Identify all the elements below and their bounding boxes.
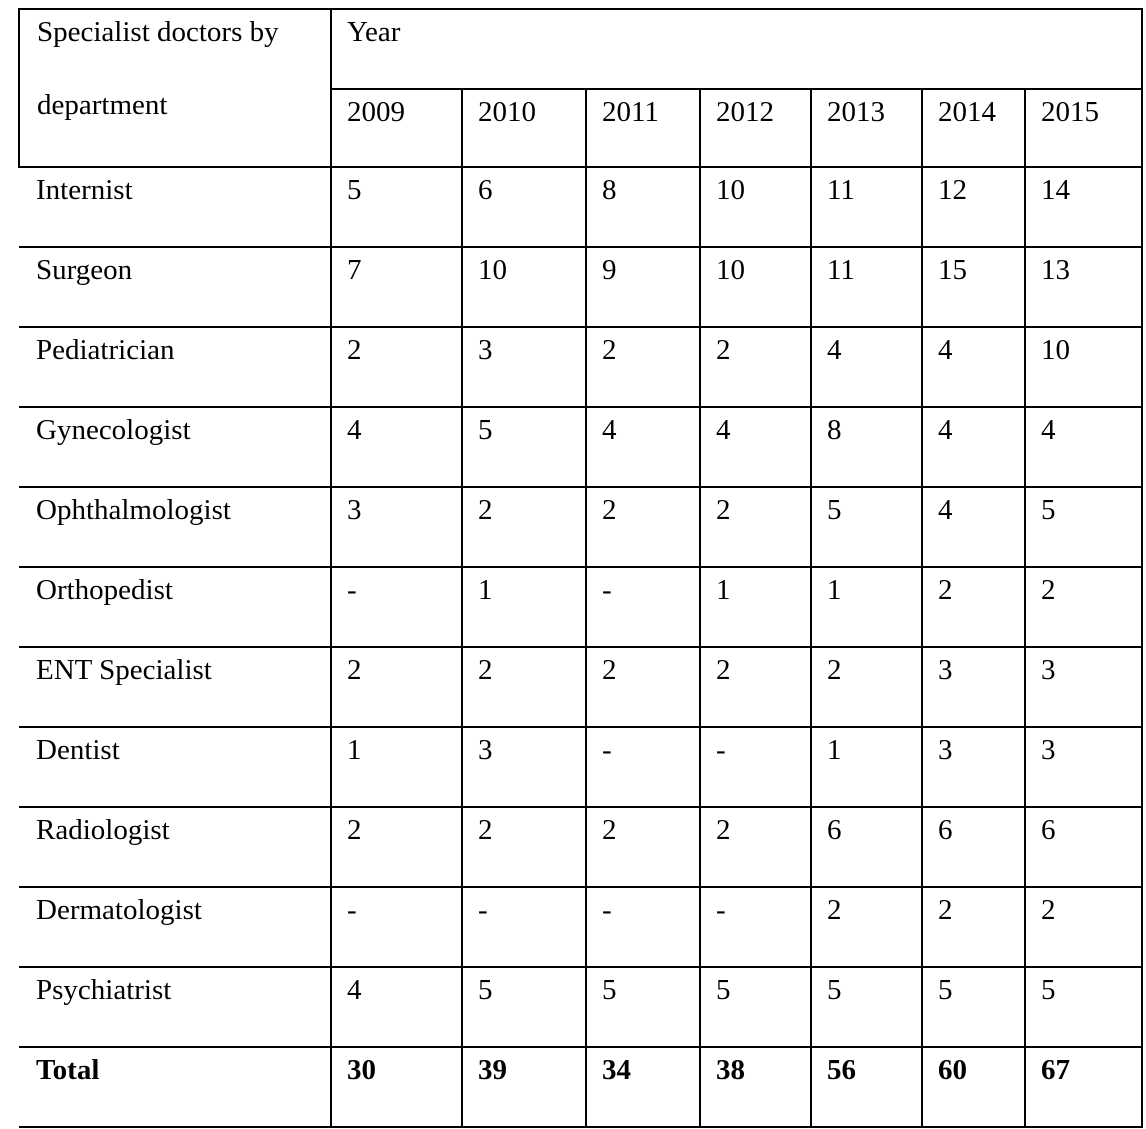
row-label: Surgeon: [19, 247, 331, 327]
table-cell: -: [331, 567, 462, 647]
table-cell: 5: [922, 967, 1025, 1047]
table-cell: 6: [811, 807, 922, 887]
table-cell: 60: [922, 1047, 1025, 1127]
row-label: Dentist: [19, 727, 331, 807]
table-row: [19, 967, 1142, 1047]
year-header-4: 2013: [811, 89, 922, 167]
year-header-1: 2010: [462, 89, 586, 167]
header-year: Year: [331, 9, 1142, 89]
table-cell: 5: [811, 967, 922, 1047]
specialist-doctors-table: [18, 8, 1143, 1128]
table-cell: 2: [700, 647, 811, 727]
table-cell: 38: [700, 1047, 811, 1127]
table-cell: 3: [331, 487, 462, 567]
table-cell: 2: [586, 647, 700, 727]
table-cell: 9: [586, 247, 700, 327]
table-cell: 2: [811, 647, 922, 727]
table-cell: 5: [811, 487, 922, 567]
table-cell: 5: [1025, 967, 1142, 1047]
table-cell: 4: [700, 407, 811, 487]
table-row: [19, 727, 1142, 807]
table-cell: 3: [922, 647, 1025, 727]
table-cell: 5: [462, 407, 586, 487]
table-cell: 34: [586, 1047, 700, 1127]
table-cell: -: [586, 567, 700, 647]
row-label: Ophthalmologist: [19, 487, 331, 567]
table-cell: 14: [1025, 167, 1142, 247]
table-cell: 4: [922, 327, 1025, 407]
table-cell: 3: [922, 727, 1025, 807]
table-cell: 15: [922, 247, 1025, 327]
table-cell: 4: [922, 407, 1025, 487]
table-cell: 4: [586, 407, 700, 487]
table-cell: 2: [462, 647, 586, 727]
table-cell: 2: [1025, 567, 1142, 647]
table-cell: 3: [462, 327, 586, 407]
table-row: [19, 247, 1142, 327]
table-cell: 8: [586, 167, 700, 247]
table-cell: 2: [462, 487, 586, 567]
table-cell: 5: [700, 967, 811, 1047]
table-cell: 39: [462, 1047, 586, 1127]
table-cell: 2: [922, 887, 1025, 967]
table-cell: 4: [331, 407, 462, 487]
table-cell: -: [586, 887, 700, 967]
table-cell: 3: [462, 727, 586, 807]
table-cell: 2: [700, 807, 811, 887]
table-cell: -: [331, 887, 462, 967]
table-cell: -: [700, 887, 811, 967]
table-cell: 5: [1025, 487, 1142, 567]
table-row: [19, 807, 1142, 887]
table-cell: 1: [462, 567, 586, 647]
year-header-3: 2012: [700, 89, 811, 167]
table-cell: 2: [700, 487, 811, 567]
table-cell: 2: [586, 807, 700, 887]
table-cell: 8: [811, 407, 922, 487]
table-cell: 4: [811, 327, 922, 407]
table-cell: 1: [811, 567, 922, 647]
header-row-year: [19, 9, 1142, 89]
header-department-label: [19, 9, 331, 167]
table-row: [19, 407, 1142, 487]
table-cell: 1: [331, 727, 462, 807]
table-cell: 13: [1025, 247, 1142, 327]
row-label: Dermatologist: [19, 887, 331, 967]
table-cell: -: [462, 887, 586, 967]
table-cell: 11: [811, 167, 922, 247]
table-cell: 6: [1025, 807, 1142, 887]
table-cell: 1: [700, 567, 811, 647]
table-cell: 56: [811, 1047, 922, 1127]
table-row: [19, 327, 1142, 407]
table-cell: 2: [586, 327, 700, 407]
year-header-6: 2015: [1025, 89, 1142, 167]
header-label-line1: Specialist doctors by: [37, 16, 279, 48]
table-cell: 6: [462, 167, 586, 247]
table-cell: 2: [331, 807, 462, 887]
table-cell: 1: [811, 727, 922, 807]
table-cell: 10: [700, 167, 811, 247]
table-cell: 30: [331, 1047, 462, 1127]
header-label-line2: department: [37, 89, 168, 122]
table-cell: 4: [331, 967, 462, 1047]
table-row: [19, 887, 1142, 967]
table-cell: 7: [331, 247, 462, 327]
year-header-2: 2011: [586, 89, 700, 167]
table-cell: 3: [1025, 727, 1142, 807]
year-header-5: 2014: [922, 89, 1025, 167]
table-cell: 2: [1025, 887, 1142, 967]
table-row: [19, 567, 1142, 647]
table-cell: 12: [922, 167, 1025, 247]
row-label: Orthopedist: [19, 567, 331, 647]
row-label: Gynecologist: [19, 407, 331, 487]
table-cell: 5: [586, 967, 700, 1047]
table-cell: 2: [700, 327, 811, 407]
table-cell: 3: [1025, 647, 1142, 727]
row-label: Psychiatrist: [19, 967, 331, 1047]
table-cell: 10: [462, 247, 586, 327]
table-cell: 2: [331, 327, 462, 407]
table-cell: 5: [331, 167, 462, 247]
table-row: [19, 487, 1142, 567]
table-cell: 67: [1025, 1047, 1142, 1127]
table-cell: 5: [462, 967, 586, 1047]
table-cell: 10: [700, 247, 811, 327]
table-cell: 11: [811, 247, 922, 327]
table-cell: -: [700, 727, 811, 807]
table-body: [19, 9, 1142, 1127]
table-cell: 6: [922, 807, 1025, 887]
table-cell: 2: [922, 567, 1025, 647]
table-cell: -: [586, 727, 700, 807]
row-label: Total: [19, 1047, 331, 1127]
total-row: [19, 1047, 1142, 1127]
table-cell: 4: [922, 487, 1025, 567]
table-cell: 2: [811, 887, 922, 967]
row-label: Internist: [19, 167, 331, 247]
table-cell: 2: [462, 807, 586, 887]
table-cell: 2: [331, 647, 462, 727]
row-label: Pediatrician: [19, 327, 331, 407]
row-label: ENT Specialist: [19, 647, 331, 727]
row-label: Radiologist: [19, 807, 331, 887]
year-header-0: 2009: [331, 89, 462, 167]
table-row: [19, 167, 1142, 247]
table-cell: 10: [1025, 327, 1142, 407]
table-cell: 4: [1025, 407, 1142, 487]
table-cell: 2: [586, 487, 700, 567]
table-row: [19, 647, 1142, 727]
